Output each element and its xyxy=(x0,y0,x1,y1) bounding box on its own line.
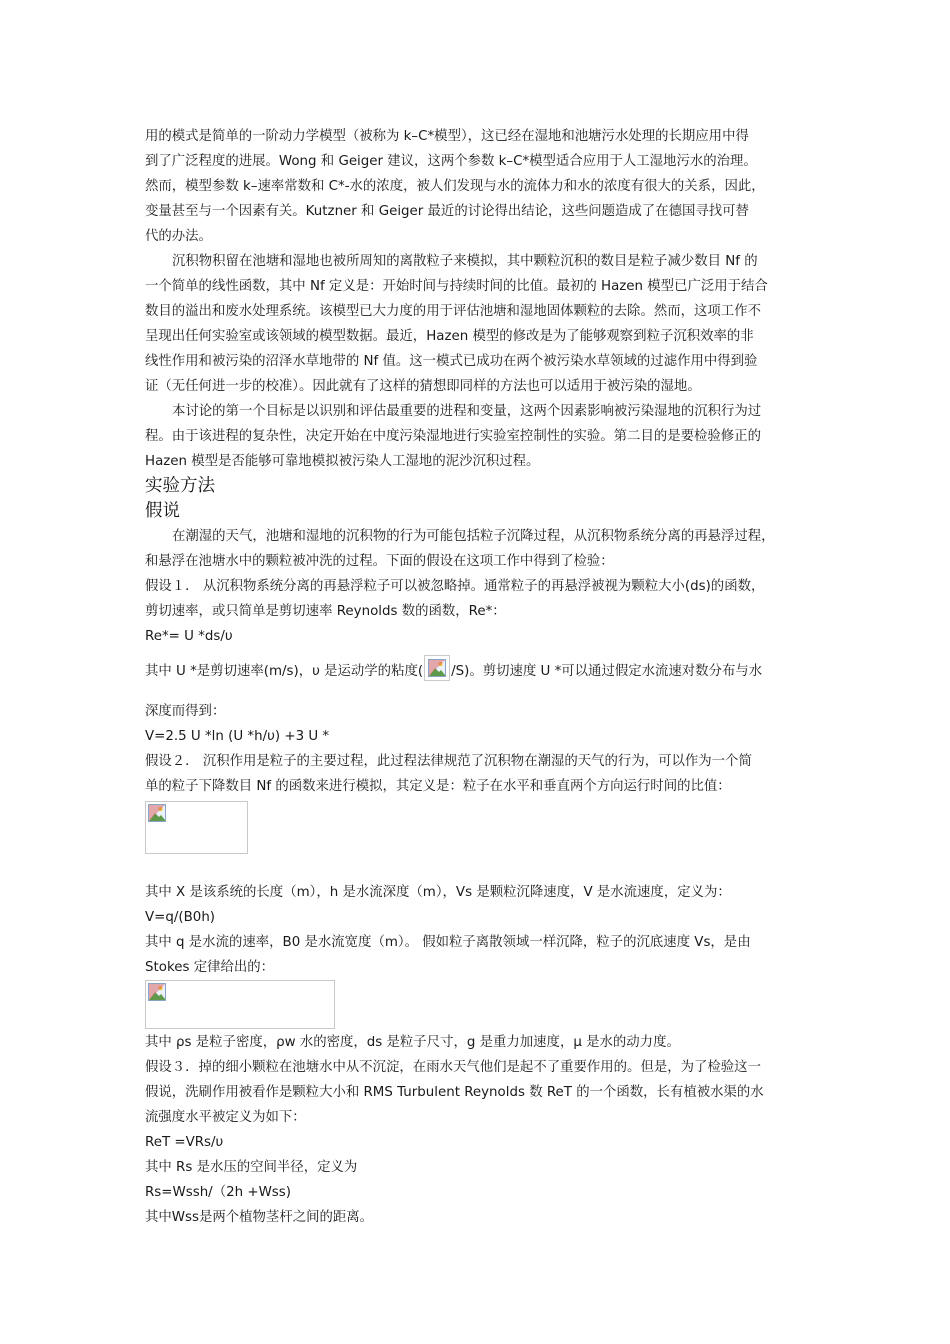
broken-image-icon xyxy=(148,983,166,1001)
paragraph-line: 在潮湿的天气，池塘和湿地的沉积物的行为可能包括粒子沉降过程，从沉积物系统分离的再悬浮过程， xyxy=(172,529,775,544)
paragraph-line: 假设１． 从沉积物系统分离的再悬浮粒子可以被忽略掉。通常粒子的再悬浮被视为颗粒大小(ds)的函数， xyxy=(145,579,765,594)
equation-line: ReT =VRs/υ xyxy=(145,1135,224,1150)
paragraph-line: 其中Wss是两个植物茎杆之间的距离。 xyxy=(145,1210,374,1225)
subsection-heading: 假说 xyxy=(145,501,180,521)
equation-line: Re*= U *ds/υ xyxy=(145,629,233,644)
broken-image-icon xyxy=(148,804,166,822)
paragraph-line: Hazen 模型是否能够可靠地模拟被污染人工湿地的泥沙沉积过程。 xyxy=(145,454,540,469)
paragraph-line: 假设３．掉的细小颗粒在池塘水中从不沉淀，在雨水天气他们是起不了重要作用的。但是，为了检验这一 xyxy=(145,1060,761,1075)
paragraph-line: 剪切速率，或只简单是剪切速率 Reynolds 数的函数，Re*： xyxy=(145,604,506,619)
paragraph-line: 线性作用和被污染的沼泽水草地带的 Nf 值。这一模式已成功在两个被污染水草领域的过滤作用中得到验 xyxy=(145,354,758,369)
paragraph-line: 用的模式是简单的一阶动力学模型（被称为 k–C*模型），这已经在湿地和池塘污水处理的长期应用中得 xyxy=(145,129,749,144)
paragraph-line: 变量甚至与一个因素有关。Kutzner 和 Geiger 最近的讨论得出结论，这些问题造成了在德国寻找可替 xyxy=(145,204,749,219)
paragraph-line: 假说，洗刷作用被看作是颗粒大小和 RMS Turbulent Reynolds 数 ReT 的一个函数，长有植被水渠的水 xyxy=(145,1085,764,1100)
equation-line: V=2.5 U *ln (U *h/υ) +3 U * xyxy=(145,729,330,744)
paragraph-line: 其中 X 是该系统的长度（m），h 是水流深度（m），Vs 是颗粒沉降速度，V 是水流速度，定义为： xyxy=(145,885,731,900)
equation-image xyxy=(145,801,248,854)
paragraph-line: 代的办法。 xyxy=(145,229,212,244)
paragraph-line: 证（无任何进一步的校准）。因此就有了这样的猜想即同样的方法也可以适用于被污染的湿地。 xyxy=(145,379,701,394)
paragraph-line: 其中 q 是水流的速率，B0 是水流宽度（m）。 假如粒子离散领域一样沉降，粒子的沉底速度 Vs，是由 xyxy=(145,935,751,950)
paragraph-line: 然而，模型参数 k–速率常数和 C*-水的浓度，被人们发现与水的流体力和水的浓度有很大的关系，因此， xyxy=(145,179,765,194)
paragraph-line: 程。由于该进程的复杂性，决定开始在中度污染湿地进行实验室控制性的实验。第二目的是要检验修正的 xyxy=(145,429,761,444)
paragraph-line: 一个简单的线性函数，其中 Nf 定义是：开始时间与持续时间的比值。最初的 Hazen 模型已广泛用于结合 xyxy=(145,279,768,294)
shear-text-a: 其中 U *是剪切速率(m/s)，υ 是运动学的粘度( xyxy=(145,664,424,679)
equation-image xyxy=(145,980,335,1029)
equation-line: V=q/(B0h) xyxy=(145,910,216,925)
paragraph-line: 单的粒子下降数目 Nf 的函数来进行模拟，其定义是：粒子在水平和垂直两个方向运行时间的比值： xyxy=(145,779,731,794)
paragraph-line: 流强度水平被定义为如下： xyxy=(145,1110,306,1125)
paragraph-line: 本讨论的第一个目标是以识别和评估最重要的进程和变量，这两个因素影响被污染湿地的沉积行为过 xyxy=(172,404,762,419)
paragraph-line: 深度而得到： xyxy=(145,704,226,719)
paragraph-line xyxy=(145,649,815,679)
shear-text-b: /S)。剪切速度 U *可以通过假定水流速对数分布与水 xyxy=(451,664,763,679)
broken-image-icon xyxy=(424,655,450,681)
equation-line: Rs=Wssh/（2h +Wss) xyxy=(145,1185,291,1200)
document-page xyxy=(145,124,815,1230)
paragraph-line: 到了广泛程度的进展。Wong 和 Geiger 建议，这两个参数 k–C*模型适合应用于人工湿地污水的治理。 xyxy=(145,154,757,169)
paragraph-line: 其中 ρs 是粒子密度，ρw 水的密度，ds 是粒子尺寸，g 是重力加速度，μ 是水的动力度。 xyxy=(145,1035,680,1050)
paragraph-line: 其中 Rs 是水压的空间半径，定义为 xyxy=(145,1160,358,1175)
section-heading: 实验方法 xyxy=(145,476,215,496)
paragraph-line: 呈现出任何实验室或该领域的模型数据。最近，Hazen 模型的修改是为了能够观察到粒子沉积效率的非 xyxy=(145,329,754,344)
paragraph-line: 假设２． 沉积作用是粒子的主要过程，此过程法律规范了沉积物在潮湿的天气的行为，可以作为一个简 xyxy=(145,754,752,769)
paragraph-line: 沉积物积留在池塘和湿地也被所周知的离散粒子来模拟，其中颗粒沉积的数目是粒子减少数目 Nf 的 xyxy=(172,254,758,269)
paragraph-line: 和悬浮在池塘水中的颗粒被冲洗的过程。下面的假设在这项工作中得到了检验： xyxy=(145,554,614,569)
paragraph-line: Stokes 定律给出的： xyxy=(145,960,275,975)
paragraph-line: 数目的溢出和废水处理系统。该模型已大力度的用于评估池塘和湿地固体颗粒的去除。然而，这项工作不 xyxy=(145,304,761,319)
